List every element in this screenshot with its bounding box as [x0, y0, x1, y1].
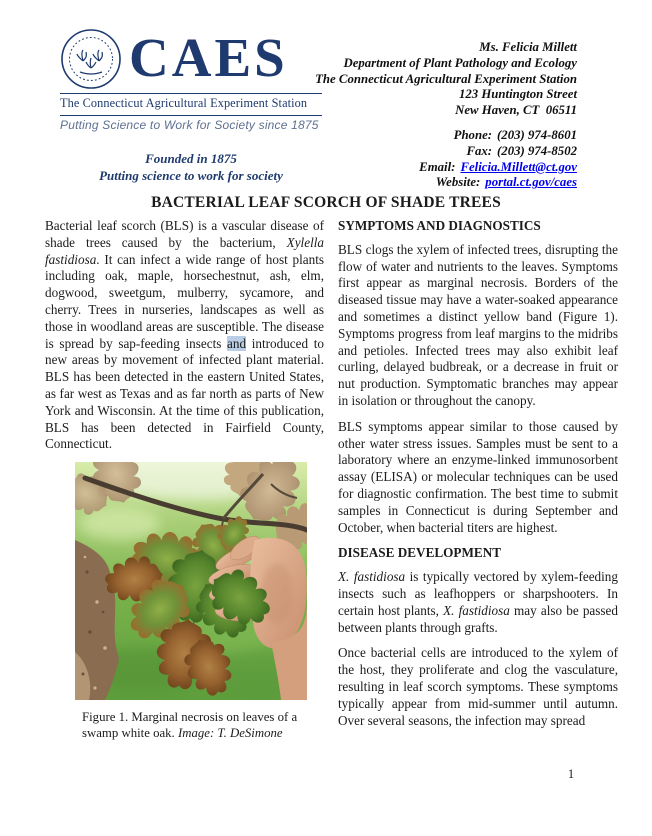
text-segment: Xylella fastidiosa: [45, 234, 324, 267]
section-heading-disease-development: DISEASE DEVELOPMENT: [338, 545, 502, 561]
text-segment: and: [227, 335, 247, 351]
figure-caption: [82, 709, 312, 741]
website-line: [315, 175, 577, 191]
text-segment: . It can infect a wide range of host plants including oak, maple, horsechestnut, ash, elm, dogwood, sweetgum, mulberry, sycamore, and cherry. Trees in nurseries, landscapes as well as those in woodland areas are susceptible. The disease is spread by sap-feeding insects: [45, 251, 324, 351]
intro-paragraph: [45, 218, 324, 453]
symptoms-paragraph-1: BLS clogs the xylem of infected trees, disrupting the flow of water and nutrients to the leaves. Symptoms first appear as marginal necrosis. Borders of the diseased tissue may have a water-soaked appearance and sometimes a distinct yellow band (Figure 1). Symptoms progress from leaf margins to the midribs and petioles. Infected trees may also exhibit leaf curling, delayed budbreak, or a decrease in fruit or nut production. Symptomatic branches may appear in isolation or throughout the canopy.: [338, 241, 618, 408]
contact-line: 123 Huntington Street: [458, 87, 577, 102]
contact-line: Department of Plant Pathology and Ecology: [343, 55, 577, 70]
document-title: BACTERIAL LEAF SCORCH OF SHADE TREES: [151, 194, 501, 211]
founded-line2: Putting science to work for society: [99, 168, 283, 183]
contact-spacer: [315, 119, 577, 128]
fax-label: Fax:: [466, 143, 493, 158]
symptoms-paragraph-2: BLS symptoms appear similar to those caused by other water stress issues. Samples must be sent to a laboratory where an enzyme-linked immunosorbent assay (ELISA) or molecular techniques can be used for diagnostic confirmation. The best time to submit samples in Connecticut is during September and October, when bacterial titers are highest.: [338, 418, 618, 535]
logo-org-name: The Connecticut Agricultural Experiment Station: [60, 95, 308, 110]
email-link[interactable]: Felicia.Millett@ct.gov: [460, 159, 577, 174]
right-column: [338, 218, 618, 738]
website-label: Website:: [435, 175, 481, 190]
contact-line: Ms. Felicia Millett: [479, 40, 577, 54]
phone-label: Phone:: [453, 127, 493, 142]
text-segment: may also be passed between plants through grafts.: [338, 602, 618, 635]
website-link[interactable]: portal.ct.gov/caes: [485, 175, 577, 190]
text-segment: Figure 1. Marginal necrosis on leaves of a swamp white oak.: [82, 710, 298, 741]
founded-note: [60, 150, 322, 184]
text-segment: X. fastidiosa: [443, 602, 510, 618]
logo-tagline: Putting Science to Work for Society since 1875: [60, 118, 319, 132]
text-segment: X. fastidiosa: [338, 569, 406, 585]
contact-block: [315, 40, 577, 191]
disease-paragraph-2: Once bacterial cells are introduced to the xylem of the host, they proliferate and clog the vasculature, resulting in leaf scorch symptoms. These symptoms typically appear from mid-summer until autumn. Over several seasons, the infection may spread: [338, 645, 618, 728]
contact-address-lines: [315, 40, 577, 119]
text-segment: is typically vectored by xylem-feeding insects such as leafhoppers or sharpshooters. In certain host plants,: [338, 569, 618, 618]
contact-line: The Connecticut Agricultural Experiment Station: [315, 71, 577, 86]
founded-line1: Founded in 1875: [145, 151, 237, 166]
email-line: [315, 160, 577, 176]
phone-value: (203) 974-8601: [497, 127, 577, 142]
disease-paragraph-1: [338, 569, 618, 636]
text-segment: introduced to new areas by movement of infected plant material. BLS has been detected in the eastern United States, as far west as Texas and as far north as parts of New York and Wisconsin. At the time of this publication, BLS has been detected in Fairfield County, Connecticut.: [45, 335, 324, 452]
phone-line: [315, 128, 577, 144]
fax-line: [315, 144, 577, 160]
header-logo: [60, 28, 322, 132]
figure-1: [45, 462, 324, 741]
caes-acronym: CAES: [129, 26, 288, 88]
left-column: [45, 218, 324, 742]
contact-line: New Haven, CT 06511: [455, 103, 577, 118]
email-label: Email:: [419, 159, 456, 174]
page-number: 1: [567, 767, 575, 781]
fax-value: (203) 974-8502: [497, 143, 577, 158]
caes-seal-icon: [60, 28, 122, 90]
text-segment: Bacterial leaf scorch (BLS) is a vascular disease of shade trees caused by the bacterium,: [45, 218, 324, 250]
figure-photo: [75, 462, 307, 700]
section-heading-symptoms: SYMPTOMS AND DIAGNOSTICS: [338, 218, 541, 233]
text-segment: Image: T. DeSimone: [177, 726, 283, 741]
